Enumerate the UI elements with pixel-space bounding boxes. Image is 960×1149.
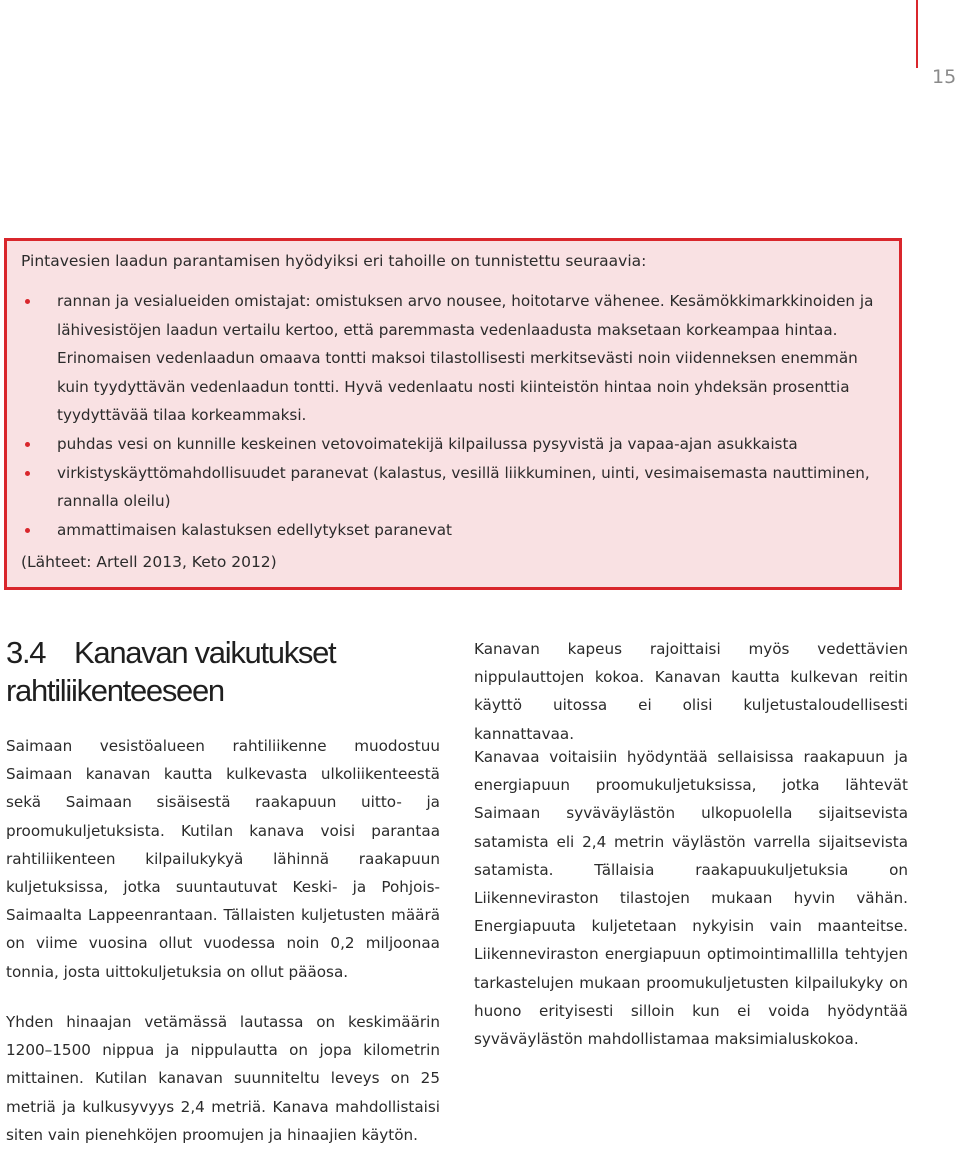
section-number: 3.4 [6,635,46,670]
list-item: puhdas vesi on kunnille keskeinen vetovoimatekijä kilpailussa pysyvistä ja vapaa-ajan asukkaista [21,430,893,459]
info-box [4,238,902,590]
body-paragraph: Saimaan vesistöalueen rahtiliikenne muodostuu Saimaan kanavan kautta kulkevasta ulkoliikenteestä sekä Saimaan sisäisestä raakapuun uitto- ja proomukuljetuksista. Kutilan kanava voisi parantaa rahtiliikenteen kilpailukykyä lähinnä raakapuun kuljetuksissa, jotka suuntautuvat Keski- ja Pohjois-Saimaalta Lappeenrantaan. Tällaisten kuljetusten määrä on viime vuosina ollut vuodessa noin 0,2 miljoonaa tonnia, josta uittokuljetuksia on ollut pääosa. [6,737,440,981]
body-paragraph: Kanavaa voitaisiin hyödyntää sellaisissa raakapuun ja energiapuun proomukuljetuksissa, jotka lähtevät Saimaan syväväylästön ulkopuolella sijaitsevista satamista eli 2,4 metrin väylästön varrella sijaitsevista satamista. Tällaisia raakapuukuljetuksia on Liikenneviraston tilastojen mukaan hyvin vähän. Energiapuuta kuljetetaan nykyisin vain maanteitse. Liikenneviraston energiapuun optimointimallilla tehtyjen tarkastelujen mukaan proomukuljetusten kilpailukyky on huono erityisesti silloin kun ei voida hyödyntää syväväylästön mahdollistamaa maksimialuskokoa. [474,748,908,1049]
section-heading [6,634,446,710]
section-title: Kanavan vaikutukset rahtiliikenteeseen [6,635,336,708]
body-paragraph: Yhden hinaajan vetämässä lautassa on keskimäärin 1200–1500 nippua ja nippulautta on jopa kilometrin mittainen. Kutilan kanavan suunniteltu leveys on 25 metriä ja kulkusyvyys 2,4 metriä. Kanava mahdollistaisi siten vain pienehköjen proomujen ja hinaajien käytön. [6,1013,440,1144]
list-item: virkistyskäyttömahdollisuudet paranevat (kalastus, vesillä liikkuminen, uinti, vesimaisemasta nauttiminen, rannalla oleilu) [21,459,893,516]
info-box-intro: Pintavesien laadun parantamisen hyödyiksi eri tahoille on tunnistettu seuraavia: [21,252,647,270]
page-rule [916,0,918,68]
list-item: ammattimaisen kalastuksen edellytykset paranevat [21,516,893,545]
list-item: rannan ja vesialueiden omistajat: omistuksen arvo nousee, hoitotarve vähenee. Kesämökkimarkkinoiden ja lähivesistöjen laadun vertailu kertoo, että paremmasta vedenlaadusta maksetaan korkeampaa hintaa. Erinomaisen vedenlaadun omaava tontti maksoi tilastollisesti merkitsevästi noin viidenneksen enemmän kuin tyydyttävän vedenlaadun tontti. Hyvä vedenlaatu nosti kiinteistön hintaa noin yhdeksän prosenttia tyydyttävää tilaa korkeammaksi. [21,287,893,430]
page-number: 15 [932,66,957,88]
info-box-list [21,287,893,544]
info-box-sources: (Lähteet: Artell 2013, Keto 2012) [21,553,277,571]
body-paragraph: Kanavan kapeus rajoittaisi myös vedettävien nippulauttojen kokoa. Kanavan kautta kulkevan reitin käyttö uitossa ei olisi kuljetustaloudellisesti kannattavaa. [474,640,908,743]
